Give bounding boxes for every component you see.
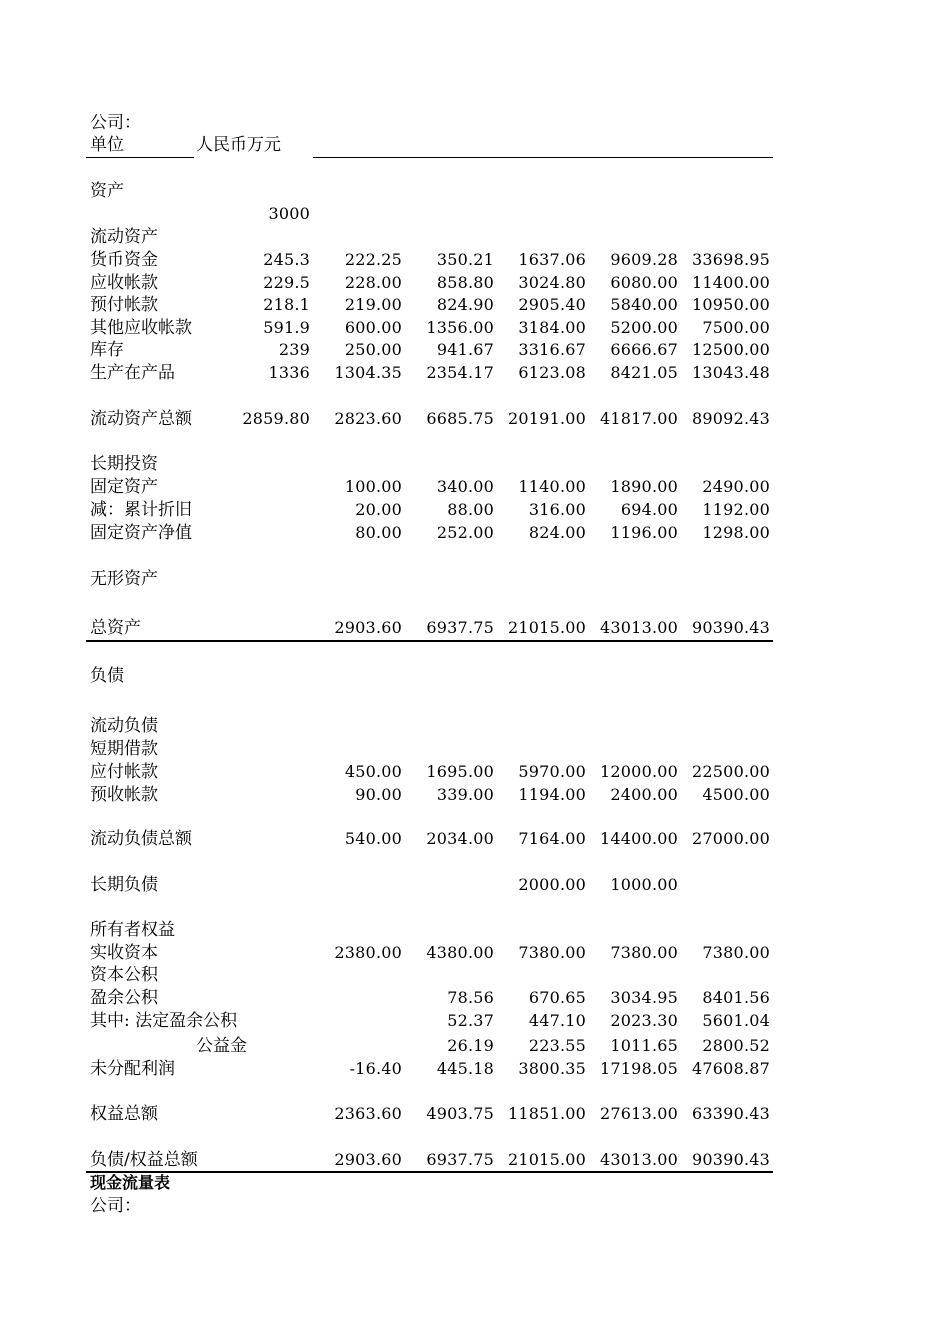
start-value: 3000 [268, 204, 310, 223]
value-cell: 5601.04 [702, 1011, 770, 1030]
value-cell: 219.00 [344, 295, 402, 315]
row-label: 应付帐款 [90, 762, 158, 782]
value-cell: 4500.00 [702, 784, 770, 804]
value-cell: 100.00 [344, 477, 402, 496]
value-cell: 2905.40 [518, 295, 586, 315]
welfare-fund-row [0, 1035, 950, 1057]
value-cell: 78.56 [447, 988, 494, 1007]
value-cell: 1695.00 [426, 762, 494, 781]
value-cell: 90390.43 [692, 1150, 770, 1169]
value-cell: 445.18 [436, 1059, 494, 1078]
unit-underline [86, 157, 194, 158]
value-cell: 600.00 [344, 317, 402, 337]
current-liabilities-title: 流动负债 [90, 716, 158, 736]
equity-title-row [0, 919, 950, 941]
value-cell: 1194.00 [518, 784, 586, 804]
value-cell: 20.00 [355, 500, 402, 519]
long-term-investment-label: 长期投资 [90, 454, 158, 474]
cashflow-title-row [0, 1172, 950, 1194]
value-cell: 3184.00 [518, 317, 586, 337]
value-cell: 43013.00 [600, 618, 678, 637]
table-row [0, 499, 950, 521]
value-cell: 591.9 [263, 317, 310, 337]
value-cell: 2023.30 [610, 1011, 678, 1030]
short-term-loan-row [0, 738, 950, 760]
value-cell: 223.55 [528, 1036, 586, 1055]
intangible-label: 无形资产 [90, 569, 158, 589]
company-label: 公司： [90, 113, 141, 133]
row-label: 实收资本 [90, 943, 158, 963]
row-label: 盈余公积 [90, 988, 158, 1008]
value-cell: 1000.00 [610, 875, 678, 894]
value-cell: 7500.00 [702, 317, 770, 337]
value-cell: 1336 [268, 363, 310, 382]
value-cell: 250.00 [344, 340, 402, 360]
value-cell: 858.80 [436, 272, 494, 292]
value-cell: 47608.87 [692, 1059, 770, 1078]
cashflow-company-label: 公司： [90, 1196, 141, 1216]
value-cell: 7164.00 [518, 829, 586, 848]
value-cell: 89092.43 [692, 409, 770, 428]
value-cell: 11851.00 [508, 1104, 586, 1123]
row-label: 预付帐款 [90, 295, 158, 316]
value-cell: 2859.80 [242, 409, 310, 428]
row-label: 公益金 [196, 1036, 247, 1056]
value-cell: 2903.60 [334, 618, 402, 637]
table-row [0, 294, 950, 316]
table-row [0, 249, 950, 271]
long-term-liabilities-row [0, 874, 950, 896]
value-cell: 8421.05 [610, 363, 678, 382]
value-cell: 1140.00 [518, 477, 586, 496]
table-row [0, 339, 950, 361]
row-label: 固定资产净值 [90, 523, 192, 543]
start-value-row [0, 203, 950, 225]
row-label: 生产在产品 [90, 363, 175, 383]
value-cell: 7380.00 [610, 943, 678, 962]
total-assets-row [0, 617, 950, 639]
long-term-investment-row [0, 453, 950, 475]
value-cell: 229.5 [263, 272, 310, 292]
value-cell: 824.90 [436, 295, 494, 315]
current-assets-total-row [0, 408, 950, 430]
value-cell: 27613.00 [600, 1104, 678, 1123]
table-row [0, 522, 950, 544]
value-cell: 6666.67 [610, 340, 678, 360]
value-cell: 90390.43 [692, 618, 770, 637]
intangible-row [0, 568, 950, 590]
liabilities-equity-total-row [0, 1149, 950, 1171]
unit-label: 单位 [90, 135, 124, 155]
value-cell: 9609.28 [610, 250, 678, 269]
value-cell: 5840.00 [610, 295, 678, 315]
value-cell: 11400.00 [692, 272, 770, 292]
value-cell: 6937.75 [426, 618, 494, 637]
value-cell: 2000.00 [518, 875, 586, 894]
row-label: 固定资产 [90, 477, 158, 497]
row-label: 长期负债 [90, 875, 158, 895]
row-label: 权益总额 [90, 1104, 158, 1124]
statutory-reserve-row [0, 1010, 950, 1032]
table-row [0, 362, 950, 384]
value-cell: 2490.00 [702, 477, 770, 496]
total-assets-rule [86, 640, 773, 642]
value-cell: 88.00 [447, 500, 494, 519]
value-cell: 33698.95 [692, 250, 770, 269]
value-cell: 694.00 [620, 500, 678, 519]
row-label: 库存 [90, 340, 124, 361]
cashflow-title: 现金流量表 [90, 1173, 171, 1192]
value-cell: 3024.80 [518, 272, 586, 292]
liabilities-title: 负债 [90, 666, 124, 686]
value-cell: 340.00 [436, 477, 494, 496]
value-cell: 245.3 [263, 250, 310, 269]
current-liabilities-title-row [0, 715, 950, 737]
paid-in-capital-row [0, 942, 950, 964]
value-cell: 1356.00 [426, 317, 494, 337]
capital-reserve-row [0, 964, 950, 986]
value-cell: 63390.43 [692, 1104, 770, 1123]
value-cell: 2823.60 [334, 409, 402, 428]
value-cell: 13043.48 [692, 363, 770, 382]
current-liabilities-total-row [0, 828, 950, 850]
value-cell: 670.65 [528, 988, 586, 1007]
value-cell: 6080.00 [610, 272, 678, 292]
value-cell: 41817.00 [600, 409, 678, 428]
row-label: 货币资金 [90, 250, 158, 270]
value-cell: 447.10 [528, 1011, 586, 1030]
value-cell: 12500.00 [692, 340, 770, 360]
value-cell: 2354.17 [426, 363, 494, 382]
current-assets-title-row [0, 226, 950, 248]
value-cell: 20191.00 [508, 409, 586, 428]
value-cell: 316.00 [528, 500, 586, 519]
value-cell: 1196.00 [610, 523, 678, 542]
equity-title: 所有者权益 [90, 920, 175, 940]
value-cell: 21015.00 [508, 618, 586, 637]
surplus-reserve-row [0, 987, 950, 1009]
unit-row [0, 134, 950, 156]
value-cell: 239 [278, 340, 310, 360]
row-label: 减：累计折旧 [90, 500, 192, 520]
value-cell: 43013.00 [600, 1150, 678, 1169]
retained-earnings-row [0, 1058, 950, 1080]
value-cell: 1011.65 [610, 1036, 678, 1055]
value-cell: 26.19 [447, 1036, 494, 1055]
value-cell: 540.00 [344, 829, 402, 848]
value-cell: 5970.00 [518, 762, 586, 781]
value-cell: 2903.60 [334, 1150, 402, 1169]
company-row [0, 112, 950, 134]
assets-title-row [0, 180, 950, 202]
row-label: 负债/权益总额 [90, 1150, 198, 1170]
row-label: 未分配利润 [90, 1059, 175, 1079]
value-cell: 2380.00 [334, 943, 402, 962]
value-cell: 90.00 [355, 784, 402, 804]
value-cell: 4380.00 [426, 943, 494, 962]
row-label: 预收帐款 [90, 784, 158, 805]
liabilities-title-row [0, 665, 950, 687]
value-cell: 339.00 [436, 784, 494, 804]
capital-reserve-label: 资本公积 [90, 965, 158, 985]
value-cell: 80.00 [355, 523, 402, 542]
value-cell: 6123.08 [518, 363, 586, 382]
row-label: 其他应收帐款 [90, 317, 192, 338]
value-cell: 1304.35 [334, 363, 402, 382]
equity-total-row [0, 1103, 950, 1125]
value-cell: 1890.00 [610, 477, 678, 496]
value-cell: 4903.75 [426, 1104, 494, 1123]
value-cell: 5200.00 [610, 317, 678, 337]
row-label: 应收帐款 [90, 272, 158, 293]
row-label: 流动资产总额 [90, 409, 192, 429]
value-cell: 8401.56 [702, 988, 770, 1007]
value-cell: 3316.67 [518, 340, 586, 360]
value-cell: 218.1 [263, 295, 310, 315]
value-cell: 450.00 [344, 762, 402, 781]
value-cell: 228.00 [344, 272, 402, 292]
value-cell: 350.21 [436, 250, 494, 269]
value-cell: 14400.00 [600, 829, 678, 848]
value-cell: 824.00 [528, 523, 586, 542]
value-cell: 1637.06 [518, 250, 586, 269]
value-cell: 21015.00 [508, 1150, 586, 1169]
value-cell: 252.00 [436, 523, 494, 542]
value-cell: 2400.00 [610, 784, 678, 804]
table-row [0, 272, 950, 294]
value-cell: 3034.95 [610, 988, 678, 1007]
table-row [0, 761, 950, 783]
value-cell: 941.67 [436, 340, 494, 360]
current-assets-title: 流动资产 [90, 227, 158, 247]
table-row [0, 317, 950, 339]
row-label: 其中: 法定盈余公积 [90, 1011, 238, 1031]
value-cell: 1192.00 [702, 500, 770, 519]
value-cell: 22500.00 [692, 762, 770, 781]
value-cell: 6685.75 [426, 409, 494, 428]
value-cell: 10950.00 [692, 295, 770, 315]
value-cell: 7380.00 [702, 943, 770, 962]
value-cell: 1298.00 [702, 523, 770, 542]
value-cell: 52.37 [447, 1011, 494, 1030]
unit-value: 人民币万元 [196, 135, 281, 155]
table-row [0, 784, 950, 806]
value-cell: 27000.00 [692, 829, 770, 848]
assets-title: 资产 [90, 181, 124, 201]
short-term-loan-label: 短期借款 [90, 739, 158, 759]
value-cell: 7380.00 [518, 943, 586, 962]
header-underline [313, 157, 773, 158]
cashflow-company-row [0, 1195, 950, 1217]
table-row [0, 476, 950, 498]
value-cell: 222.25 [344, 250, 402, 269]
value-cell: -16.40 [349, 1059, 402, 1078]
row-label: 总资产 [90, 618, 141, 638]
value-cell: 2800.52 [702, 1036, 770, 1055]
value-cell: 2363.60 [334, 1104, 402, 1123]
value-cell: 12000.00 [600, 762, 678, 781]
value-cell: 3800.35 [518, 1059, 586, 1078]
value-cell: 2034.00 [426, 829, 494, 848]
row-label: 流动负债总额 [90, 829, 192, 849]
value-cell: 6937.75 [426, 1150, 494, 1169]
value-cell: 17198.05 [600, 1059, 678, 1078]
